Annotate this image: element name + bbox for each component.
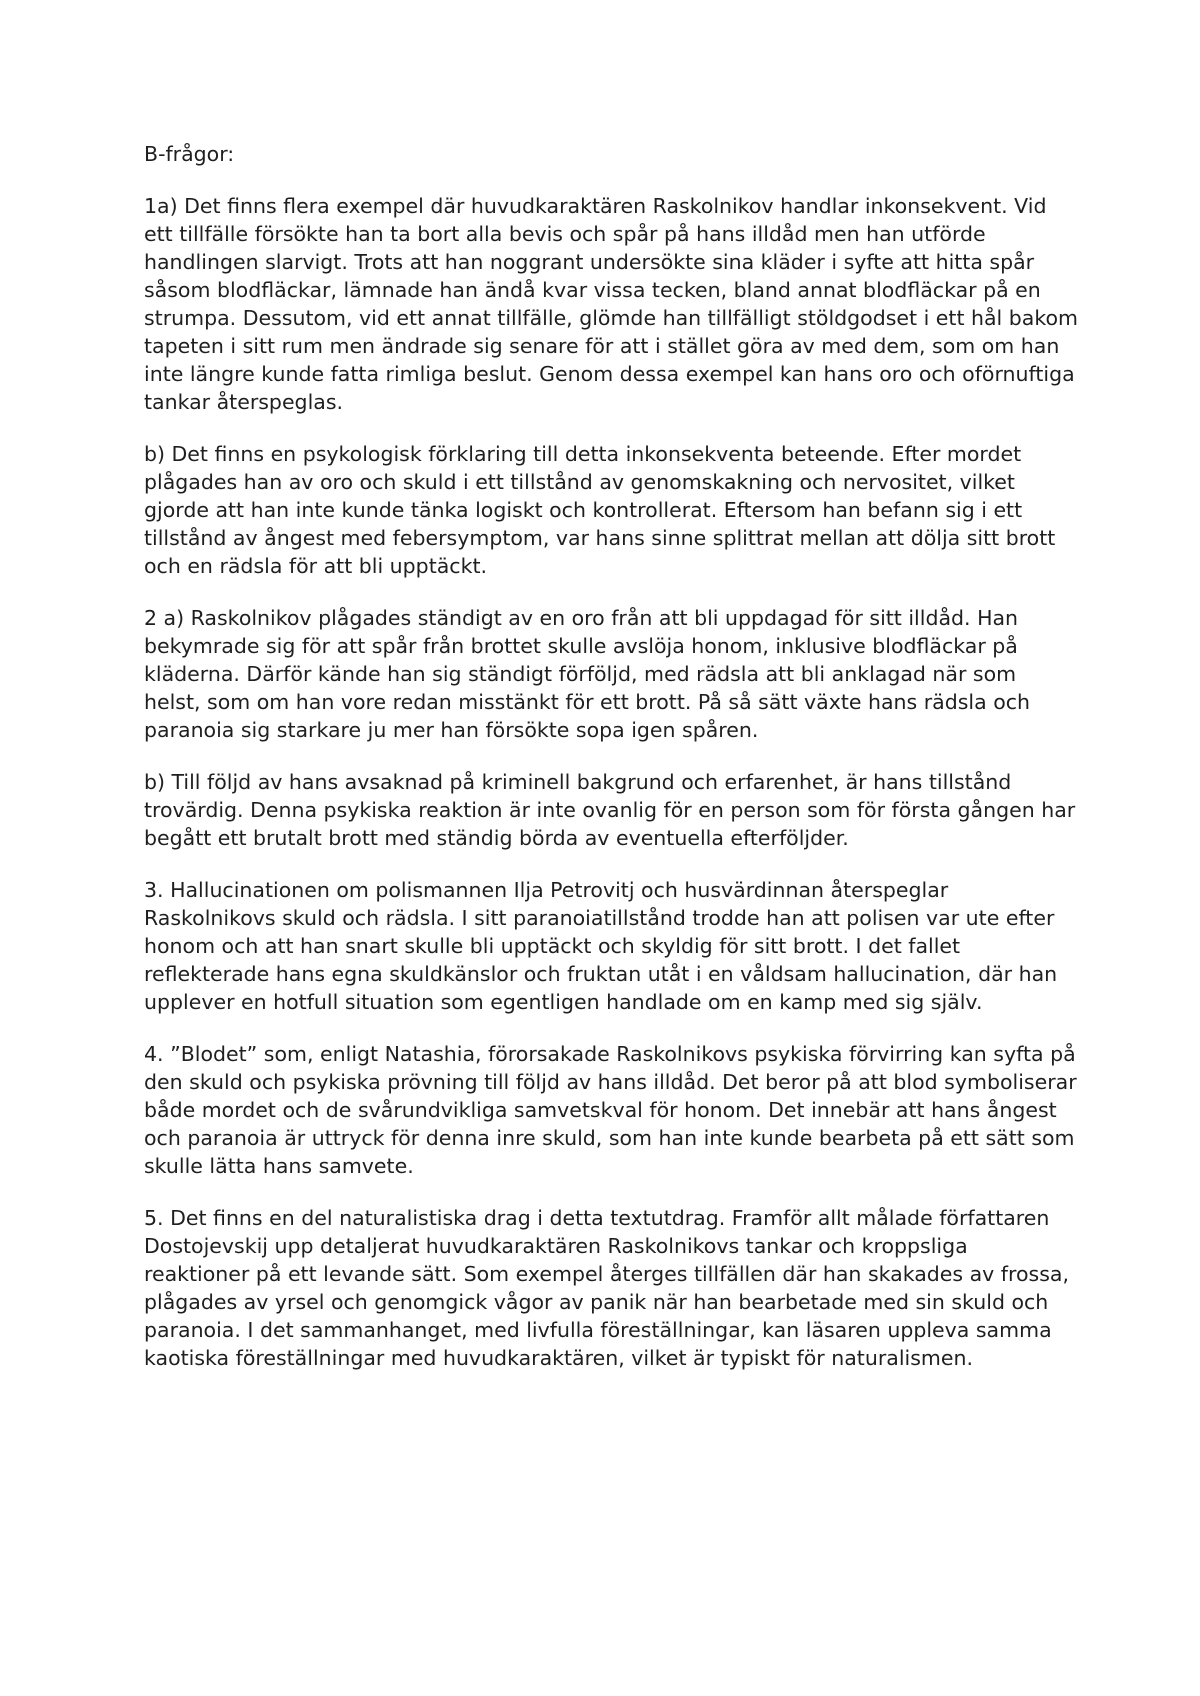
answer-2b: b) Till följd av hans avsaknad på kriminell bakgrund och erfarenhet, är hans tillstånd trovärdig. Denna psykiska reaktion är inte ovanlig för en person som för första gången har begått ett brutalt brott med ständig börda av eventuella efterföljder.: [144, 770, 1076, 850]
answer-4: 4. ”Blodet” som, enligt Natashia, förorsakade Raskolnikovs psykiska förvirring kan syfta på den skuld och psykiska prövning till följd av hans illdåd. Det beror på att blod symboliserar både mordet och de svårundvikliga samvetskval för honom. Det innebär att hans ångest och paranoia är uttryck för denna inre skuld, som han inte kunde bearbeta på ett sätt som skulle lätta hans samvete.: [144, 1042, 1077, 1178]
document-page: [144, 140, 1079, 1396]
answer-3: 3. Hallucinationen om polismannen Ilja Petrovitj och husvärdinnan återspeglar Raskolnikovs skuld och rädsla. I sitt paranoiatillstånd trodde han att polisen var ute efter honom och att han snart skulle bli upptäckt och skyldig för sitt brott. I det fallet reflekterade hans egna skuldkänslor och fruktan utåt i en våldsam hallucination, där han upplever en hotfull situation som egentligen handlade om en kamp med sig själv.: [144, 878, 1058, 1014]
section-heading: B-frågor:: [144, 142, 235, 166]
answer-1a: 1a) Det finns flera exempel där huvudkaraktären Raskolnikov handlar inkonsekvent. Vid ett tillfälle försökte han ta bort alla bevis och spår på hans illdåd men han utförde handlingen slarvigt. Trots att han noggrant undersökte sina kläder i syfte att hitta spår såsom blodfläckar, lämnade han ändå kvar vissa tecken, bland annat blodfläckar på en strumpa. Dessutom, vid ett annat tillfälle, glömde han tillfälligt stöldgodset i ett hål bakom tapeten i sitt rum men ändrade sig senare för att i stället göra av med dem, som om han inte längre kunde fatta rimliga beslut. Genom dessa exempel kan hans oro och oförnuftiga tankar återspeglas.: [144, 194, 1078, 414]
answer-5: 5. Det finns en del naturalistiska drag i detta textutdrag. Framför allt målade författaren Dostojevskij upp detaljerat huvudkaraktären Raskolnikovs tankar och kroppsliga reaktioner på ett levande sätt. Som exempel återges tillfällen där han skakades av frossa, plågades av yrsel och genomgick vågor av panik när han bearbetade med sin skuld och paranoia. I det sammanhanget, med livfulla föreställningar, kan läsaren uppleva samma kaotiska föreställningar med huvudkaraktären, vilket är typiskt för naturalismen.: [144, 1206, 1069, 1370]
answer-2a: 2 a) Raskolnikov plågades ständigt av en oro från att bli uppdagad för sitt illdåd. Han bekymrade sig för att spår från brottet skulle avslöja honom, inklusive blodfläckar på kläderna. Därför kände han sig ständigt förföljd, med rädsla att bli anklagad när som helst, som om han vore redan misstänkt för ett brott. På så sätt växte hans rädsla och paranoia sig starkare ju mer han försökte sopa igen spåren.: [144, 606, 1031, 742]
answer-1b: b) Det finns en psykologisk förklaring till detta inkonsekventa beteende. Efter mordet plågades han av oro och skuld i ett tillstånd av genomskakning och nervositet, vilket gjorde att han inte kunde tänka logiskt och kontrollerat. Eftersom han befann sig i ett tillstånd av ångest med febersymptom, var hans sinne splittrat mellan att dölja sitt brott och en rädsla för att bli upptäckt.: [144, 442, 1056, 578]
